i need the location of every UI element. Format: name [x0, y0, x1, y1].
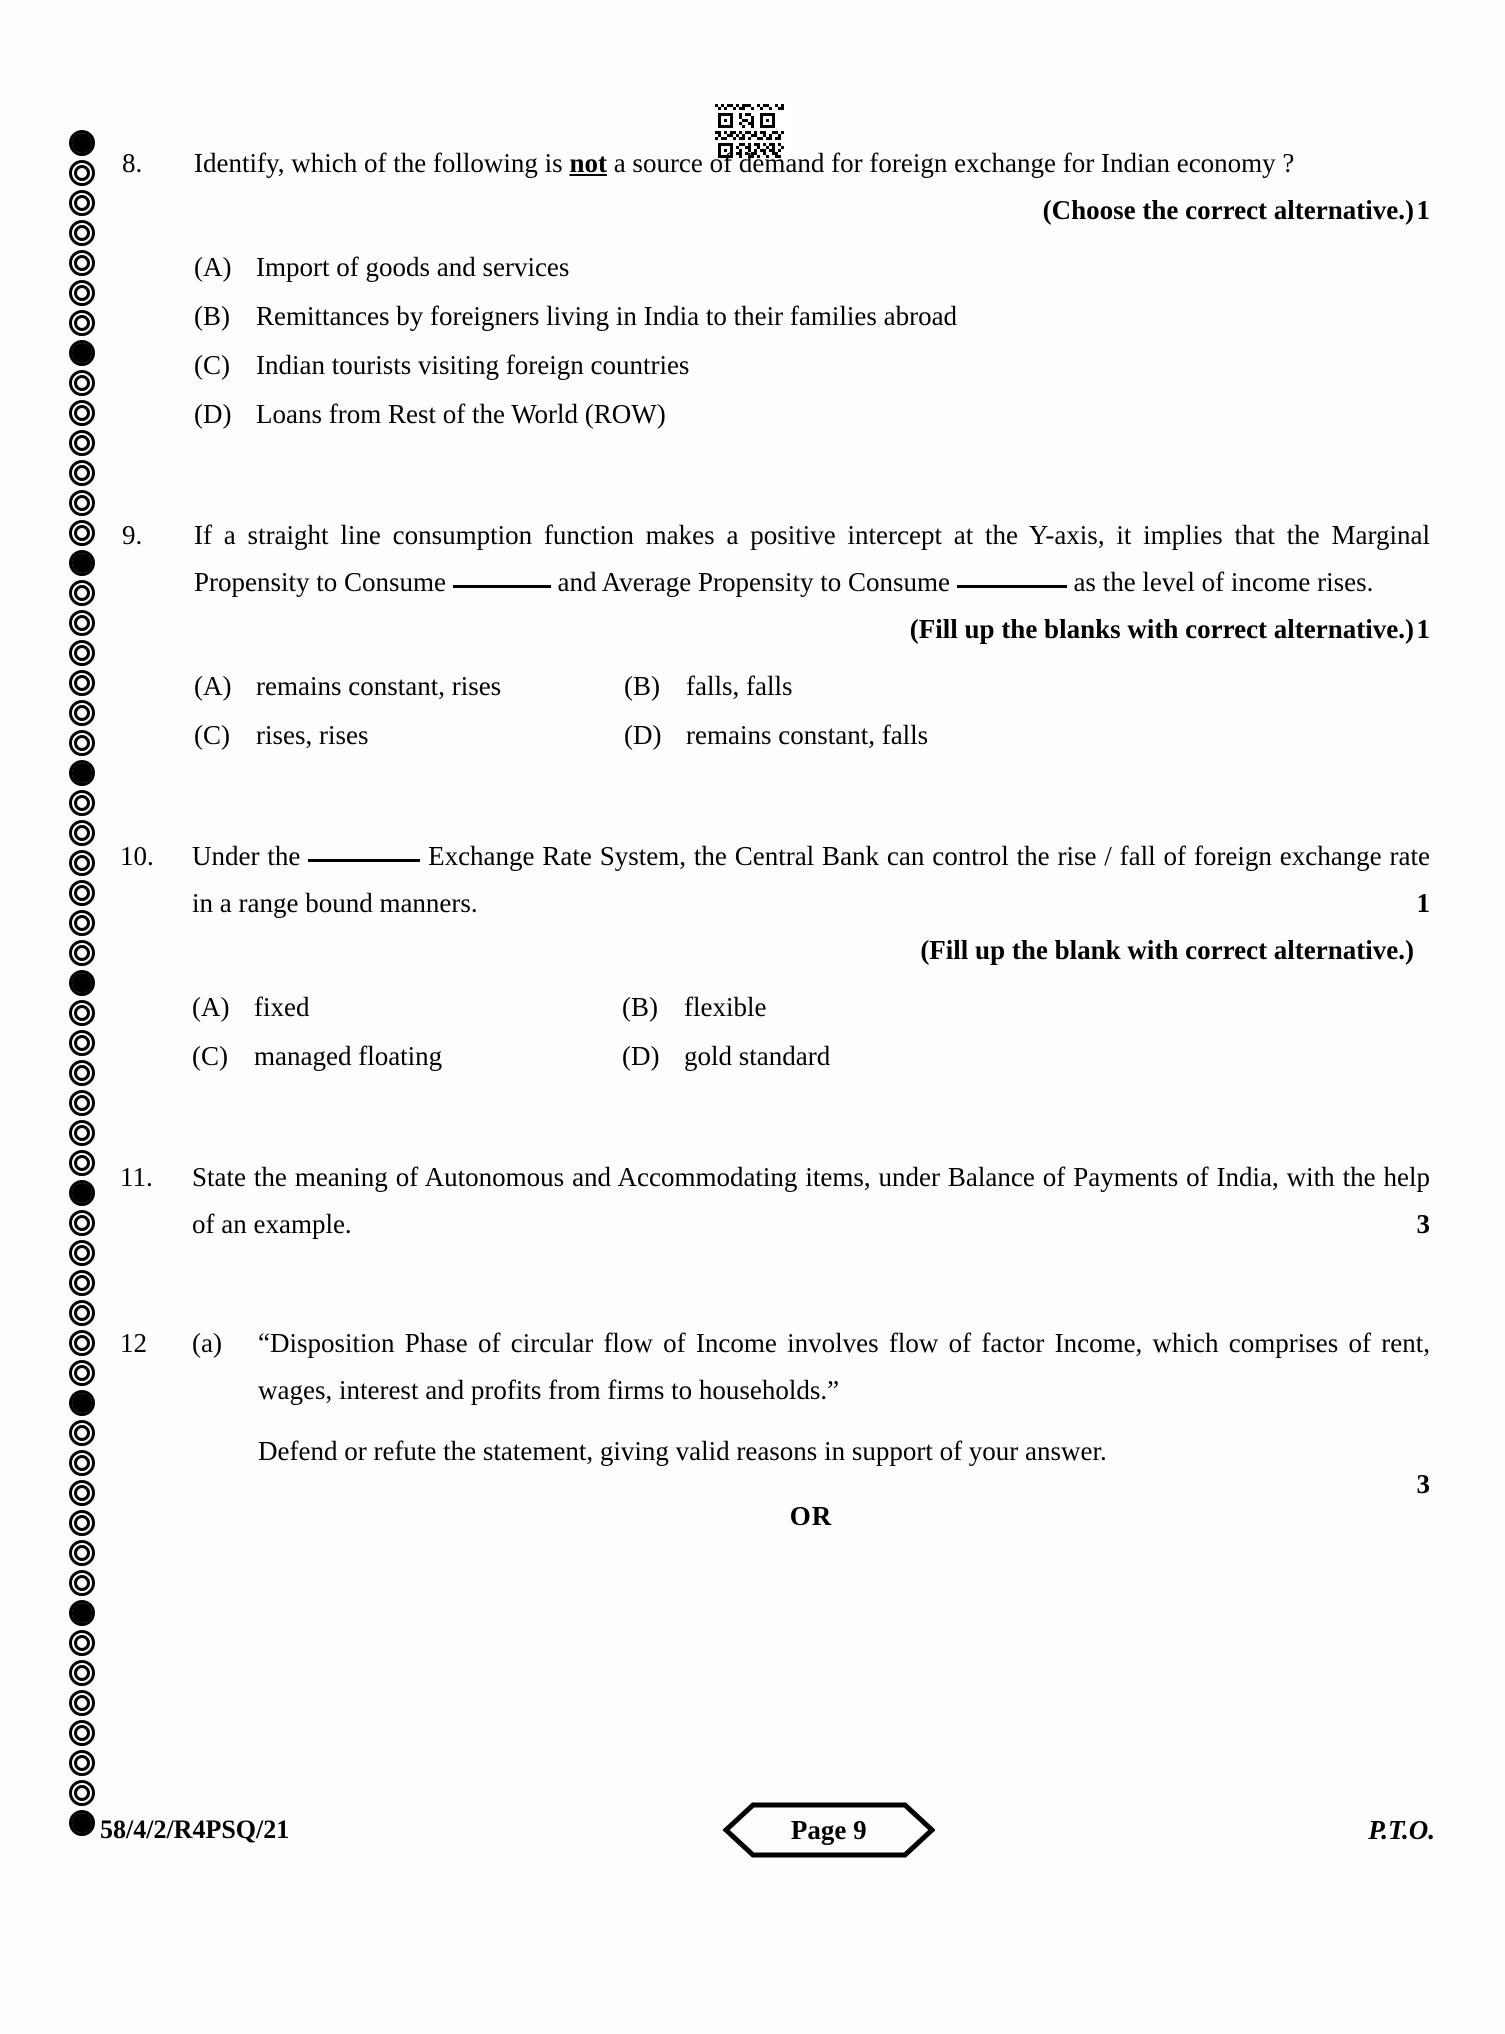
spine-ring-icon	[68, 338, 98, 370]
option-text: remains constant, falls	[686, 720, 929, 750]
spine-ring-icon	[68, 1808, 98, 1840]
option-text: fixed	[254, 992, 310, 1022]
spine-ring-icon	[68, 1418, 98, 1450]
page-spine-decoration	[66, 128, 100, 1853]
question-8-options	[194, 244, 1430, 438]
spine-ring-icon	[68, 1448, 98, 1480]
question-8	[120, 140, 1430, 440]
option-label: (D)	[622, 1041, 660, 1071]
option-row	[194, 391, 1430, 438]
option-label: (D)	[624, 720, 662, 750]
question-9-option-c[interactable]	[194, 712, 624, 759]
option-row	[194, 663, 1430, 710]
spine-ring-icon	[68, 458, 98, 490]
spine-ring-icon	[68, 818, 98, 850]
question-12-quote: “Disposition Phase of circular flow of Income involves flow of factor Income, which comprises of rent, wages, interest and profits from firms to households.”	[258, 1328, 1430, 1405]
option-label: (B)	[624, 671, 660, 701]
spine-ring-icon	[68, 1748, 98, 1780]
question-9	[120, 512, 1430, 761]
question-10-option-c[interactable]	[192, 1033, 622, 1080]
spine-ring-icon	[68, 908, 98, 940]
question-10-marks: 1	[1416, 888, 1430, 918]
option-row	[192, 1033, 1430, 1080]
question-9-marks: 1	[1416, 614, 1430, 644]
spine-ring-icon	[68, 578, 98, 610]
spine-ring-icon	[68, 548, 98, 580]
question-11-marks: 3	[1416, 1209, 1430, 1239]
question-9-option-b[interactable]	[624, 663, 1430, 710]
question-8-number: 8.	[122, 148, 143, 178]
question-10-options	[192, 984, 1430, 1080]
option-text: remains constant, rises	[256, 671, 502, 701]
question-10-stem	[192, 833, 1430, 927]
option-text: managed floating	[254, 1041, 443, 1071]
question-8-option-d[interactable]	[194, 391, 666, 438]
spine-ring-icon	[68, 158, 98, 190]
question-9-number: 9.	[122, 520, 143, 550]
option-label: (C)	[194, 720, 230, 750]
question-8-stem	[194, 140, 1430, 187]
question-9-instruction: (Fill up the blanks with correct alternative.)	[909, 614, 1414, 644]
spine-ring-icon	[68, 938, 98, 970]
spine-ring-icon	[68, 518, 98, 550]
spine-ring-icon	[68, 278, 98, 310]
spine-ring-icon	[68, 1568, 98, 1600]
spine-ring-icon	[68, 968, 98, 1000]
page-footer	[100, 1800, 1435, 1860]
question-12-number: 12	[120, 1328, 147, 1358]
spine-ring-icon	[68, 308, 98, 340]
spine-ring-icon	[68, 608, 98, 640]
question-10-option-d[interactable]	[622, 1033, 1430, 1080]
option-label: (A)	[194, 671, 232, 701]
question-8-marks: 1	[1416, 195, 1430, 225]
spine-ring-icon	[68, 398, 98, 430]
spine-ring-icon	[68, 1598, 98, 1630]
question-10-instruction: (Fill up the blank with correct alternative.)	[920, 935, 1414, 965]
question-8-option-a[interactable]	[194, 244, 569, 291]
spine-ring-icon	[68, 1178, 98, 1210]
spine-ring-icon	[68, 998, 98, 1030]
question-12-sub-label: (a)	[192, 1328, 222, 1358]
option-label: (A)	[192, 992, 230, 1022]
spine-ring-icon	[68, 1778, 98, 1810]
spine-ring-icon	[68, 1688, 98, 1720]
spine-ring-icon	[68, 1358, 98, 1390]
option-row	[192, 984, 1430, 1031]
question-12-part-a	[192, 1320, 1430, 1475]
question-9-option-a[interactable]	[194, 663, 624, 710]
spine-ring-icon	[68, 698, 98, 730]
spine-ring-icon	[68, 368, 98, 400]
option-row	[194, 712, 1430, 759]
question-10-blank-1[interactable]	[308, 859, 420, 862]
question-9-options	[194, 663, 1430, 759]
spine-ring-icon	[68, 1298, 98, 1330]
spine-ring-icon	[68, 848, 98, 880]
spine-ring-icon	[68, 1268, 98, 1300]
spine-ring-icon	[68, 1238, 98, 1270]
option-text: rises, rises	[256, 720, 369, 750]
question-10-stem-a: Under the	[192, 841, 309, 871]
option-label: (A)	[194, 252, 232, 282]
spine-ring-icon	[68, 788, 98, 820]
question-8-stem-emphasis: not	[569, 148, 607, 178]
spine-ring-icon	[68, 1478, 98, 1510]
option-text: gold standard	[684, 1041, 831, 1071]
spine-ring-icon	[68, 1388, 98, 1420]
option-text: falls, falls	[686, 671, 793, 701]
question-10-number: 10.	[120, 841, 154, 871]
option-label: (D)	[194, 399, 232, 429]
question-8-option-c[interactable]	[194, 342, 689, 389]
spine-ring-icon	[68, 1328, 98, 1360]
spine-ring-icon	[68, 668, 98, 700]
spine-ring-icon	[68, 1148, 98, 1180]
spine-ring-icon	[68, 1628, 98, 1660]
question-11-number: 11.	[120, 1162, 153, 1192]
question-8-option-b[interactable]	[194, 293, 957, 340]
option-row	[194, 342, 1430, 389]
question-12-marks: 3	[1416, 1469, 1430, 1499]
option-label: (C)	[194, 350, 230, 380]
page-number-label: Page 9	[790, 1814, 867, 1845]
question-8-stem-part1: Identify, which of the following is	[194, 148, 570, 178]
question-12-followup: Defend or refute the statement, giving valid reasons in support of your answer.	[258, 1436, 1107, 1466]
question-10-stem-b: Exchange Rate System, the Central Bank can control the rise / fall of foreign exchange rate in a range bound manners.	[192, 841, 1430, 918]
question-10-option-b[interactable]	[622, 984, 1430, 1031]
question-9-blank-2[interactable]	[957, 585, 1067, 588]
spine-ring-icon	[68, 248, 98, 280]
question-9-stem-a: If a straight line consumption function makes a positive intercept at the Y-axis, it implies that the Marginal Propensity to Consume	[194, 520, 1430, 597]
pto-label: P.T.O.	[1368, 1814, 1435, 1845]
option-label: (B)	[622, 992, 658, 1022]
option-label: (C)	[192, 1041, 228, 1071]
question-8-stem-part2: a source of demand for foreign exchange for Indian economy ?	[606, 148, 1295, 178]
spine-ring-icon	[68, 488, 98, 520]
question-12	[120, 1320, 1430, 1540]
question-9-stem-c: as the level of income rises.	[1066, 567, 1374, 597]
question-9-stem-b: and Average Propensity to Consume	[550, 567, 957, 597]
questions-container	[120, 140, 1430, 1540]
question-11-text: State the meaning of Autonomous and Accommodating items, under Balance of Payments of India, with the help of an example.	[192, 1162, 1430, 1239]
question-9-stem	[194, 512, 1430, 606]
spine-ring-icon	[68, 218, 98, 250]
spine-ring-icon	[68, 1028, 98, 1060]
question-9-blank-1[interactable]	[453, 585, 551, 588]
spine-ring-icon	[68, 1508, 98, 1540]
option-row	[194, 293, 1430, 340]
page-number-badge	[723, 1802, 935, 1858]
spine-ring-icon	[68, 1058, 98, 1090]
option-text: Import of goods and services	[256, 252, 570, 282]
option-text: Loans from Rest of the World (ROW)	[256, 399, 666, 429]
spine-ring-icon	[68, 128, 98, 160]
question-11	[120, 1154, 1430, 1248]
spine-ring-icon	[68, 1538, 98, 1570]
spine-ring-icon	[68, 638, 98, 670]
option-row	[194, 244, 1430, 291]
question-9-option-d[interactable]	[624, 712, 1430, 759]
spine-ring-icon	[68, 188, 98, 220]
question-12-or-label: OR	[789, 1501, 833, 1531]
spine-ring-icon	[68, 1208, 98, 1240]
option-text: Remittances by foreigners living in India to their families abroad	[256, 301, 958, 331]
spine-ring-icon	[68, 758, 98, 790]
paper-code: 58/4/2/R4PSQ/21	[100, 1815, 290, 1844]
spine-ring-icon	[68, 428, 98, 460]
spine-ring-icon	[68, 1718, 98, 1750]
option-label: (B)	[194, 301, 230, 331]
spine-ring-icon	[68, 878, 98, 910]
option-text: flexible	[684, 992, 767, 1022]
question-10-option-a[interactable]	[192, 984, 622, 1031]
spine-ring-icon	[68, 1118, 98, 1150]
spine-ring-icon	[68, 728, 98, 760]
spine-ring-icon	[68, 1088, 98, 1120]
spine-ring-icon	[68, 1658, 98, 1690]
option-text: Indian tourists visiting foreign countries	[256, 350, 690, 380]
question-10	[120, 833, 1430, 1082]
question-8-instruction: (Choose the correct alternative.)	[1042, 195, 1414, 225]
